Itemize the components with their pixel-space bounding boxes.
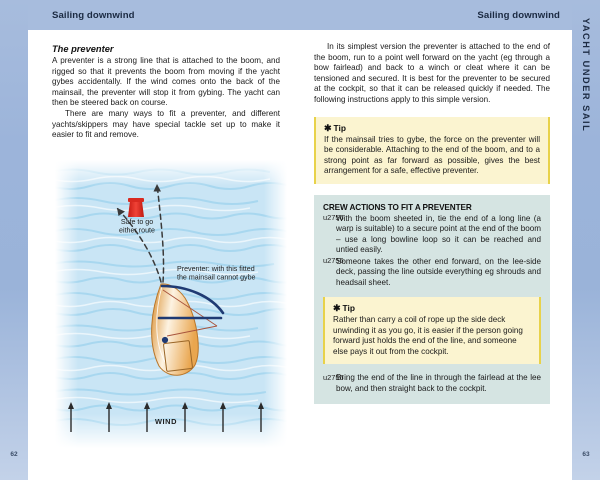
right-text-column: [314, 42, 550, 404]
tip-box-two: [323, 297, 541, 364]
preventer-diagram: [55, 160, 287, 448]
crew-actions-box: [314, 195, 550, 405]
page-left: [28, 0, 300, 480]
left-paragraph-1: A preventer is a strong line that is attached to the boom, and rigged so that it prevents the boom from moving if the yacht gybes accidentally. If the wind comes onto the back of the mainsail, the preventer will stop it from gybing. The yacht can then be steered back on course.: [52, 56, 280, 108]
page-right-header-band: [300, 0, 572, 30]
crew-bullets-bottom: [323, 373, 541, 394]
tip-two-text: Rather than carry a coil of rope up the side deck unwinding it as you go, it is easier if the person going forward just holds the end of the line, and someone else pays it out from the cockpit.: [333, 315, 523, 356]
tip-box-one: [314, 117, 550, 184]
list-item: u2756 With the boom sheeted in, tie the end of a long line (a warp is suitable) to a secure point at the end of the boom – use a long bowline loop so it can be reached and untied easily.: [323, 214, 541, 256]
folio-left: 62: [10, 451, 18, 458]
crew-actions-title: CREW ACTIONS TO FIT A PREVENTER: [323, 202, 472, 212]
buoy-marker: [128, 198, 144, 217]
tip-one-text: If the mainsail tries to gybe, the force on the preventer will be considerable. Attaching to the end of the boom, and to a strong point as far forward as possible, gives the best arrangement for a safe, effective preventer.: [324, 134, 540, 176]
yacht-mast: [162, 337, 168, 343]
running-head-right: Sailing downwind: [477, 10, 560, 21]
star-icon: ✱: [324, 122, 332, 133]
list-item: u2756 Someone takes the other end forward, on the lee-side deck, passing the line outside everything eg shrouds and headsail sheet.: [323, 257, 541, 289]
page-right-content: [300, 30, 572, 480]
buoy-label-line2: either route: [119, 226, 155, 235]
page-left-content: [28, 30, 300, 480]
preventer-label-line2: the mainsail cannot gybe: [177, 273, 256, 282]
folio-right: 63: [582, 451, 590, 458]
running-head-left: Sailing downwind: [52, 10, 135, 21]
crew-bullets-top: [323, 214, 541, 289]
thumb-tab-right-label: YACHT UNDER SAIL: [581, 18, 591, 133]
preventer-label-line1: Preventer: with this fitted: [177, 265, 255, 273]
page-right: [300, 0, 572, 480]
tip-one-title: [324, 123, 540, 134]
page-left-header-band: [28, 0, 300, 30]
tip-two-title: [333, 303, 531, 314]
thumb-tab-left: [0, 0, 28, 480]
list-item: u2756 Bring the end of the line in through the fairlead at the lee bow, and then straight back to the cockpit.: [323, 373, 541, 394]
wind-label: WIND: [154, 417, 178, 426]
buoy-label-line1: Safe to go: [120, 218, 154, 226]
right-intro-paragraph: In its simplest version the preventer is attached to the end of the boom, run to a point well forward on the yacht (eg through a bow fairlead) and back to a winch or cleat where it can be tensioned and secured. It is best for the preventer to be secured at the cockpit, so that it can be released quickly if needed. The following instructions apply to this simple version.: [314, 42, 550, 104]
tip-one-title-text: Tip: [333, 122, 346, 133]
left-paragraph-2: There are many ways to fit a preventer, and different yachts/skippers may have special tackle set up to make it easier to fit and remove.: [52, 108, 280, 140]
left-text-column: [52, 44, 280, 141]
thumb-tab-right: [572, 0, 600, 480]
tip-two-title-text: Tip: [342, 303, 355, 314]
section-subheading: The preventer: [52, 44, 114, 54]
star-icon: ✱: [333, 303, 341, 314]
